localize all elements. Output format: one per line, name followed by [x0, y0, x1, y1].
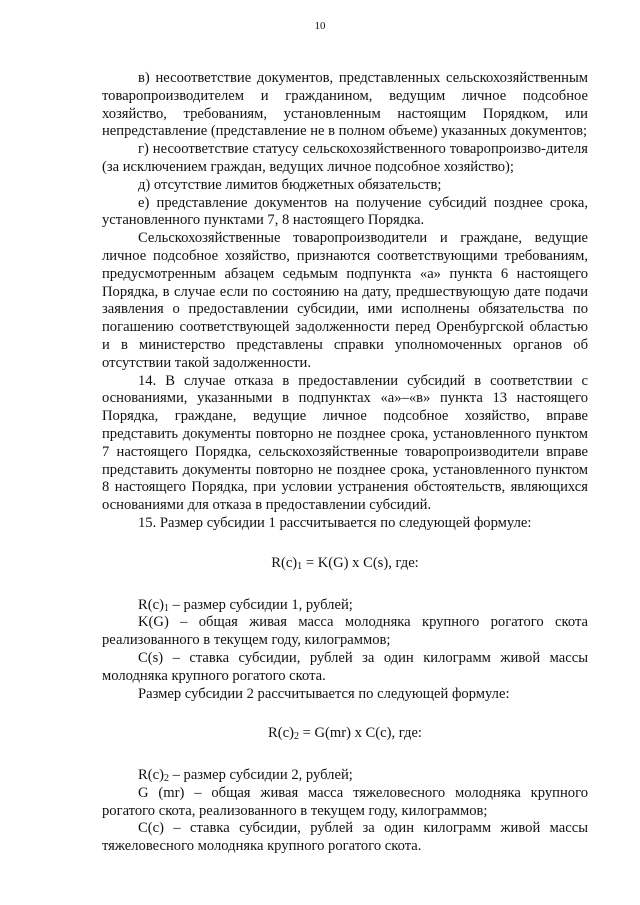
- paragraph-item-v: в) несоответствие документов, представленных сельскохозяйственным товаропроизводителем и гражданином, ведущим личное подсобное хозяйство, требованиям, установленным настоящим Порядком, или непредставление (представление не в полном объеме) указанных документов;: [102, 70, 588, 140]
- paragraph-14: 14. В случае отказа в предоставлении субсидий в соответствии с основаниями, указанными в подпунктах «а»–«в» пункта 13 настоящего Порядка, граждане, ведущие личное подсобное хозяйство, вправе представить документы повторно не позднее срока, установленного пунктом 7 настоящего Порядка, сельскохозяйственные товаропроизводители вправе представить документы повторно не позднее срока, установленного пунктом 8 настоящего Порядка, при условии устранения обстоятельств, являющихся основаниями для отказа в предоставлении субсидий.: [102, 372, 588, 514]
- definition-r2-lhs: R(с): [138, 767, 164, 784]
- definition-r2-subscript: 2: [163, 773, 169, 785]
- formula-2-subscript: 2: [293, 731, 299, 743]
- definition-gmr: G (mr) – общая живая масса тяжеловесного молодняка крупного рогатого скота, реализованного в текущем году, килограммов;: [102, 784, 588, 819]
- definition-cs: C(s) – ставка субсидии, рублей за один килограмм живой массы молодняка крупного рогатого скота.: [102, 649, 588, 684]
- document-body: [102, 70, 588, 856]
- paragraph-subsidy-2-intro: Размер субсидии 2 рассчитывается по следующей формуле:: [138, 685, 510, 702]
- formula-1-subscript: 1: [297, 560, 303, 572]
- paragraph-debt-compliance: Сельскохозяйственные товаропроизводители и граждане, ведущие личное подсобное хозяйство, признаются соответствующими требованиям, предусмотренным абзацем седьмым подпункта «а» пункта 6 настоящего Порядка, в случае если по состоянию на дату, предшествующую дате подачи заявления о предоставлении субсидии, ими исполнены обязательства по погашению соответствующей задолженности перед Оренбургской областью и в министерство представлены справки уполномоченных органов об отсутствии такой задолженности.: [102, 230, 588, 371]
- paragraph-item-e: е) представление документов на получение субсидий позднее срока, установленного пунктами 7, 8 настоящего Порядка.: [102, 194, 588, 229]
- definition-r1: [102, 597, 588, 615]
- formula-1-lhs: R(с): [271, 554, 298, 571]
- paragraph-15: 15. Размер субсидии 1 рассчитывается по следующей формуле:: [138, 514, 532, 531]
- formula-1-rhs: = K(G) x C(s), где:: [302, 554, 419, 571]
- page-number: 10: [314, 20, 326, 32]
- definition-r1-text: – размер субсидии 1, рублей;: [168, 596, 353, 613]
- definition-kg: K(G) – общая живая масса молодняка крупного рогатого скота реализованного в текущем году, килограммов;: [102, 614, 588, 649]
- definition-r2: [102, 767, 588, 785]
- formula-subsidy-1: [102, 555, 588, 573]
- definition-r2-text: – размер субсидии 2, рублей;: [168, 767, 353, 784]
- formula-2-rhs: = G(mr) x C(c), где:: [298, 725, 422, 742]
- definition-r1-lhs: R(с): [138, 596, 164, 613]
- formula-2-lhs: R(с): [268, 725, 294, 742]
- paragraph-item-g: г) несоответствие статусу сельскохозяйственного товаропроизво-дителя (за исключением граждан, ведущих личное подсобное хозяйство);: [102, 141, 588, 175]
- definition-r1-subscript: 1: [163, 602, 169, 614]
- definition-cc: C(c) – ставка субсидии, рублей за один килограмм живой массы тяжеловесного молодняка крупного рогатого скота.: [102, 820, 588, 855]
- formula-subsidy-2: [102, 725, 588, 743]
- paragraph-item-d: д) отсутствие лимитов бюджетных обязательств;: [138, 176, 442, 193]
